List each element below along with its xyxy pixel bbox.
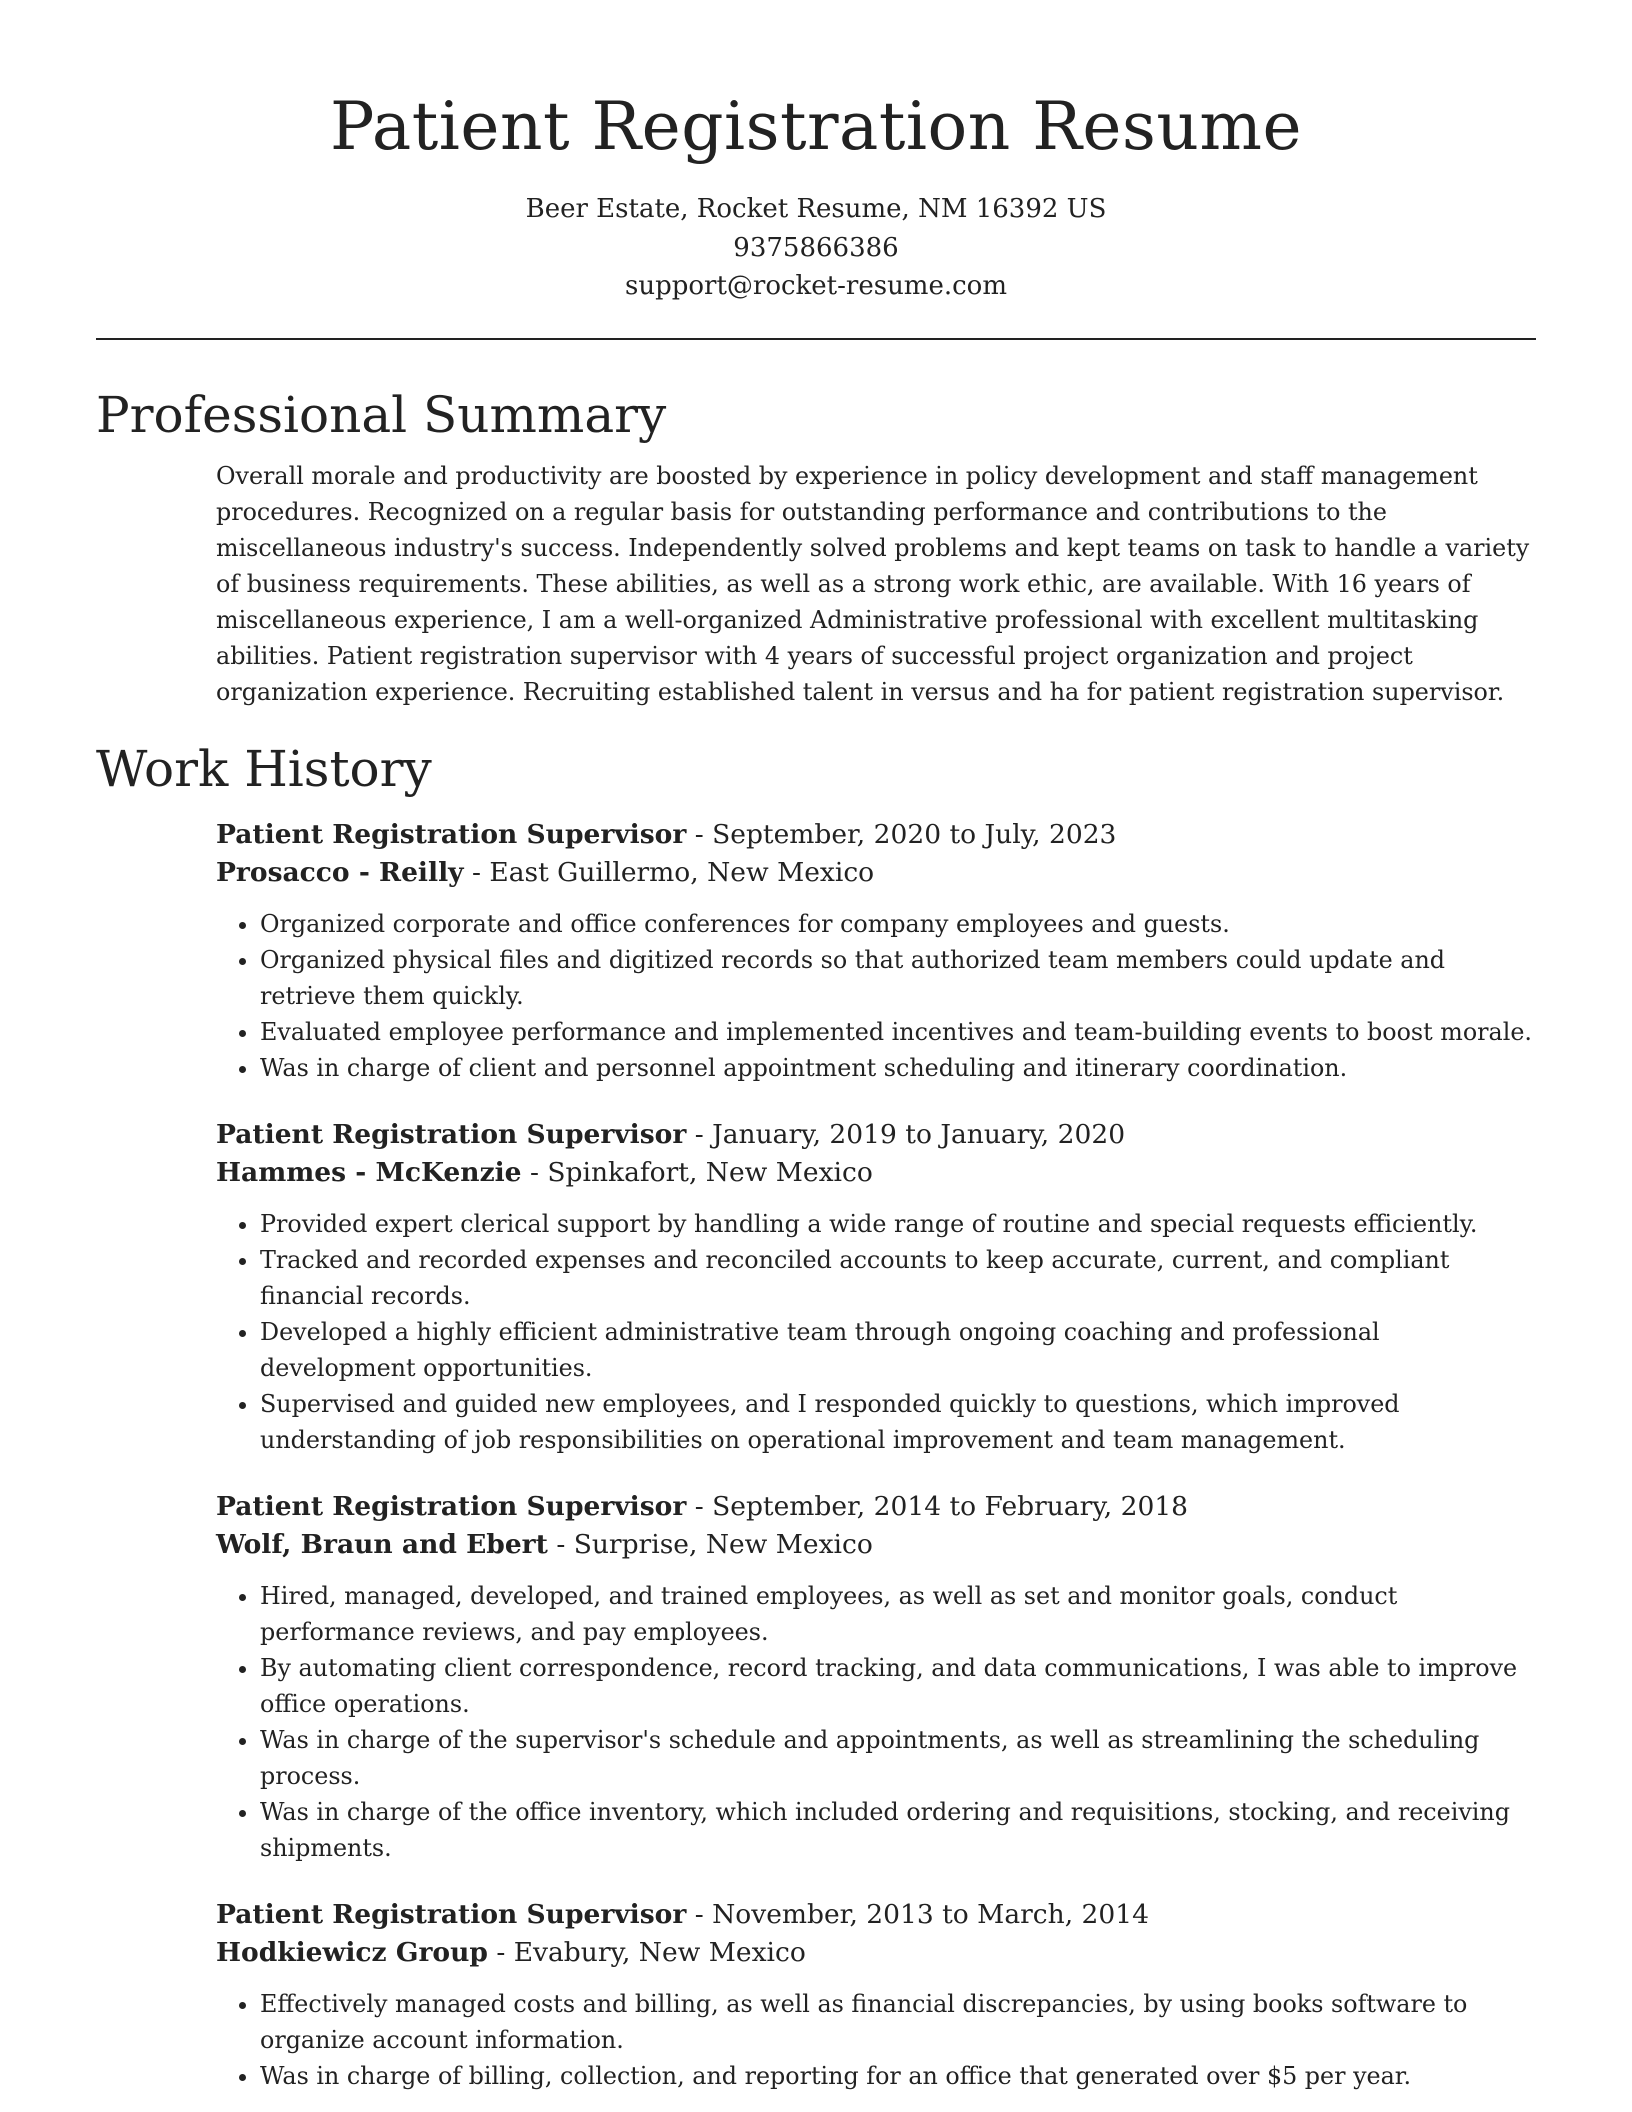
job-dates: - September, 2020 to July, 2023: [686, 818, 1117, 850]
job-location: - Surprise, New Mexico: [547, 1528, 873, 1560]
job-list: [96, 816, 1536, 2094]
job-bullet: • Was in charge of billing, collection, and reporting for an office that generated over $5 per year.: [260, 2058, 1536, 2094]
contact-block: [96, 190, 1536, 306]
work-history-heading: Work History: [96, 739, 432, 798]
contact-phone: 9375866386: [733, 232, 899, 263]
job-bullet: • Was in charge of the supervisor's schedule and appointments, as well as streamlining the scheduling process.: [260, 1722, 1536, 1794]
summary-text: Overall morale and productivity are boosted by experience in policy development and staff management procedures. Recognized on a regular basis for outstanding performance and contributions to the miscellaneous industry's success. Independently solved problems and kept teams on task to handle a variety of business requirements. These abilities, as well as a strong work ethic, are available. With 16 years of miscellaneous experience, I am a well-organized Administrative professional with excellent multitasking abilities. Patient registration supervisor with 4 years of successful project organization and project organization experience. Recruiting established talent in versus and ha for patient registration supervisor.: [216, 461, 1530, 706]
job-entry: [216, 1896, 1536, 2094]
job-company-line: [216, 1154, 1536, 1192]
job-location: - Spinkafort, New Mexico: [521, 1156, 873, 1188]
job-company: Wolf, Braun and Ebert: [216, 1528, 548, 1560]
job-company: Hodkiewicz Group: [216, 1936, 488, 1968]
job-title-line: [216, 1896, 1536, 1934]
job-dates: - January, 2019 to January, 2020: [686, 1118, 1126, 1150]
job-location: - Evabury, New Mexico: [487, 1936, 806, 1968]
job-bullet: • Organized corporate and office conferences for company employees and guests.: [260, 906, 1536, 942]
job-title: Patient Registration Supervisor: [216, 818, 687, 850]
job-title-line: [216, 1116, 1536, 1154]
job-bullet: • Supervised and guided new employees, and I responded quickly to questions, which improved understanding of job responsibilities on operational improvement and team management.: [260, 1386, 1536, 1458]
job-dates: - November, 2013 to March, 2014: [686, 1898, 1149, 1930]
job-entry: [216, 1116, 1536, 1458]
job-company: Hammes - McKenzie: [216, 1156, 522, 1188]
job-bullets: [216, 1206, 1536, 1458]
job-bullet: • Hired, managed, developed, and trained employees, as well as set and monitor goals, conduct performance reviews, and pay employees.: [260, 1578, 1536, 1650]
job-bullet: • By automating client correspondence, record tracking, and data communications, I was able to improve office operations.: [260, 1650, 1536, 1722]
job-bullet: • Evaluated employee performance and implemented incentives and team-building events to boost morale.: [260, 1014, 1536, 1050]
job-bullet: • Provided expert clerical support by handling a wide range of routine and special requests efficiently.: [260, 1206, 1536, 1242]
header-divider: [96, 338, 1536, 340]
contact-address: Beer Estate, Rocket Resume, NM 16392 US: [525, 194, 1107, 224]
summary-heading: Professional Summary: [96, 385, 667, 444]
job-company: Prosacco - Reilly: [216, 856, 464, 888]
job-entry: [216, 1488, 1536, 1866]
job-bullet: • Was in charge of the office inventory, which included ordering and requisitions, stocking, and receiving shipments.: [260, 1794, 1536, 1866]
job-title: Patient Registration Supervisor: [216, 1118, 687, 1150]
job-title: Patient Registration Supervisor: [216, 1490, 687, 1522]
job-entry: [216, 816, 1536, 1086]
contact-email: support@rocket-resume.com: [624, 271, 1007, 301]
resume-title: Patient Registration Resume: [329, 88, 1302, 165]
job-bullet: • Organized physical files and digitized records so that authorized team members could update and retrieve them quickly.: [260, 942, 1536, 1014]
job-bullet: • Effectively managed costs and billing, as well as financial discrepancies, by using books software to organize account information.: [260, 1986, 1536, 2058]
job-title-line: [216, 1488, 1536, 1526]
job-bullets: [216, 1578, 1536, 1866]
job-title-line: [216, 816, 1536, 854]
job-company-line: [216, 854, 1536, 892]
job-location: - East Guillermo, New Mexico: [463, 856, 875, 888]
job-bullets: [216, 906, 1536, 1086]
job-bullet: • Tracked and recorded expenses and reconciled accounts to keep accurate, current, and compliant financial records.: [260, 1242, 1536, 1314]
job-company-line: [216, 1526, 1536, 1564]
job-dates: - September, 2014 to February, 2018: [686, 1490, 1189, 1522]
job-bullets: [216, 1986, 1536, 2094]
job-bullet: • Was in charge of client and personnel appointment scheduling and itinerary coordination.: [260, 1050, 1536, 1086]
job-company-line: [216, 1934, 1536, 1972]
job-bullet: • Developed a highly efficient administrative team through ongoing coaching and professional development opportunities.: [260, 1314, 1536, 1386]
job-title: Patient Registration Supervisor: [216, 1898, 687, 1930]
resume-page: [96, 0, 1536, 2094]
